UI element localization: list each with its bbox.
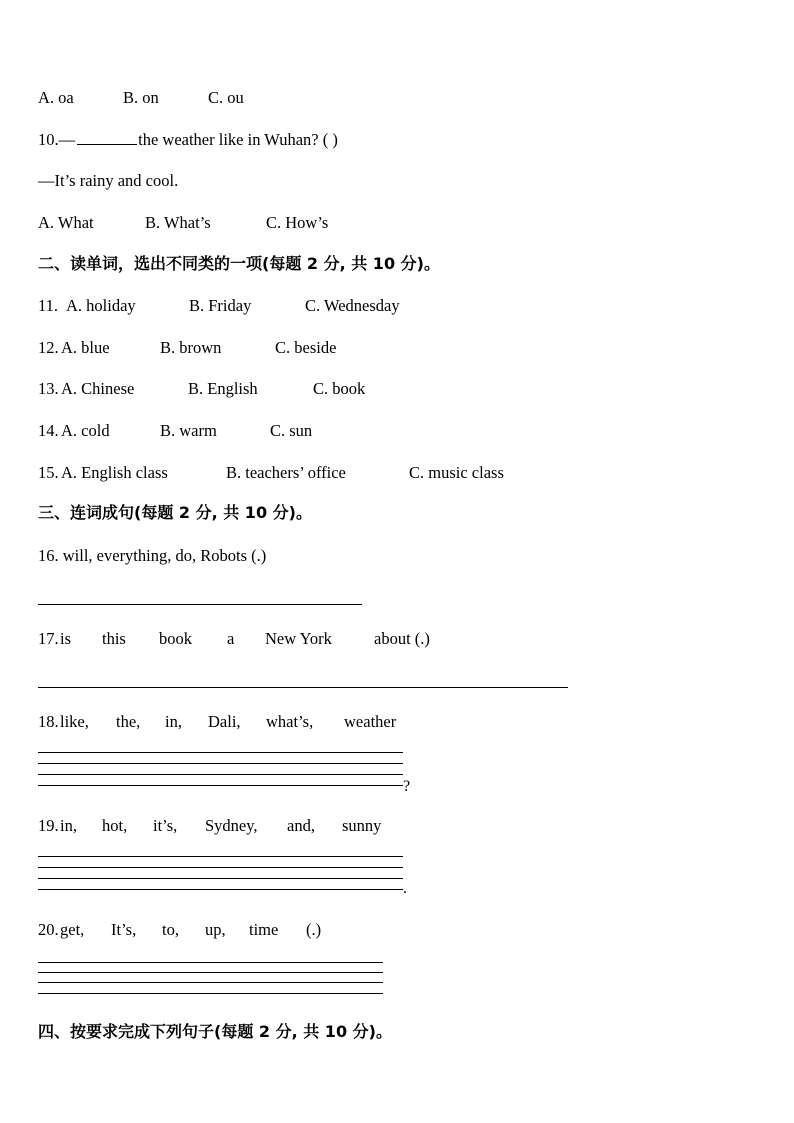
q18-answer-line-4[interactable] xyxy=(38,785,403,786)
q19-word-5: and, xyxy=(287,816,315,835)
q15-number: 15. xyxy=(38,463,59,482)
q19-word-6: sunny xyxy=(342,816,382,835)
q10-option-c: C. How’s xyxy=(266,213,329,232)
q11-option-b: B. Friday xyxy=(189,296,252,315)
q14-option-b: B. warm xyxy=(160,421,217,440)
q17-word-5: New York xyxy=(265,629,332,648)
q18-word-4: Dali, xyxy=(208,712,241,731)
q20-word-4: up, xyxy=(205,920,226,939)
q17-word-3: book xyxy=(159,629,192,648)
q10-response: —It’s rainy and cool. xyxy=(38,171,179,190)
q20-word-3: to, xyxy=(162,920,179,939)
q17-word-2: this xyxy=(102,629,126,648)
q13-option-c: C. book xyxy=(313,379,366,398)
q9-option-b: B. on xyxy=(123,88,159,107)
q17-answer-line[interactable] xyxy=(38,687,568,688)
q18-word-5: what’s, xyxy=(266,712,314,731)
q14-option-c: C. sun xyxy=(270,421,313,440)
q19-end-mark: . xyxy=(403,880,407,897)
q13-number: 13. xyxy=(38,379,59,398)
section4-title: 四、按要求完成下列句子(每题 2 分, 共 10 分)。 xyxy=(38,1022,392,1041)
q16: 16. will, everything, do, Robots (.) xyxy=(38,546,267,565)
q20-answer-line-2[interactable] xyxy=(38,972,383,973)
q20-number: 20. xyxy=(38,920,59,939)
q19-word-3: it’s, xyxy=(153,816,178,835)
q18-answer-line-1[interactable] xyxy=(38,752,403,753)
q10-question xyxy=(38,130,338,150)
q18-word-6: weather xyxy=(344,712,397,731)
q19-answer-line-4[interactable] xyxy=(38,889,403,890)
q15-option-a: A. English class xyxy=(61,463,168,482)
q15-option-c: C. music class xyxy=(409,463,504,482)
q17-word-1: is xyxy=(60,629,72,648)
q10-number: 10. xyxy=(38,130,59,149)
q18-word-2: the, xyxy=(116,712,141,731)
q10-answer-blank[interactable] xyxy=(77,130,137,145)
q17-word-6: about (.) xyxy=(374,629,430,648)
q12-number: 12. xyxy=(38,338,59,357)
q18-answer-line-2[interactable] xyxy=(38,763,403,764)
q9-option-c: C. ou xyxy=(208,88,244,107)
q10-text: the weather like in Wuhan? ( ) xyxy=(138,130,338,149)
q18-number: 18. xyxy=(38,712,59,731)
q19-word-1: in, xyxy=(60,816,77,835)
q18-word-3: in, xyxy=(165,712,182,731)
q11-option-a: A. holiday xyxy=(66,296,136,315)
q11-option-c: C. Wednesday xyxy=(305,296,400,315)
q19-answer-line-1[interactable] xyxy=(38,856,403,857)
q11-number: 11. xyxy=(38,296,59,315)
q18-word-1: like, xyxy=(60,712,89,731)
q10-option-a: A. What xyxy=(38,213,94,232)
q17-number: 17. xyxy=(38,629,59,648)
q20-answer-line-1[interactable] xyxy=(38,962,383,963)
q20-word-5: time xyxy=(249,920,279,939)
q14-number: 14. xyxy=(38,421,59,440)
q13-option-b: B. English xyxy=(188,379,258,398)
section3-title: 三、连词成句(每题 2 分, 共 10 分)。 xyxy=(38,503,312,522)
q20-answer-line-4[interactable] xyxy=(38,993,383,994)
q17-word-4: a xyxy=(227,629,235,648)
q19-number: 19. xyxy=(38,816,59,835)
section2-title: 二、读单词，选出不同类的一项(每题 2 分, 共 10 分)。 xyxy=(38,254,440,273)
q18-end-mark: ? xyxy=(403,778,411,795)
q16-answer-line[interactable] xyxy=(38,604,362,605)
q13-option-a: A. Chinese xyxy=(61,379,135,398)
q20-answer-line-3[interactable] xyxy=(38,982,383,983)
q10-option-b: B. What’s xyxy=(145,213,211,232)
q12-option-c: C. beside xyxy=(275,338,337,357)
q14-option-a: A. cold xyxy=(61,421,110,440)
q19-word-2: hot, xyxy=(102,816,128,835)
q12-option-a: A. blue xyxy=(61,338,110,357)
q20-word-1: get, xyxy=(60,920,85,939)
q19-word-4: Sydney, xyxy=(205,816,258,835)
q19-answer-line-2[interactable] xyxy=(38,867,403,868)
q10-dash: — xyxy=(58,130,76,149)
q20-word-6: (.) xyxy=(306,920,322,939)
q9-option-a: A. oa xyxy=(38,88,74,107)
q15-option-b: B. teachers’ office xyxy=(226,463,346,482)
q20-word-2: It’s, xyxy=(111,920,137,939)
q19-answer-line-3[interactable] xyxy=(38,878,403,879)
q12-option-b: B. brown xyxy=(160,338,222,357)
q18-answer-line-3[interactable] xyxy=(38,774,403,775)
